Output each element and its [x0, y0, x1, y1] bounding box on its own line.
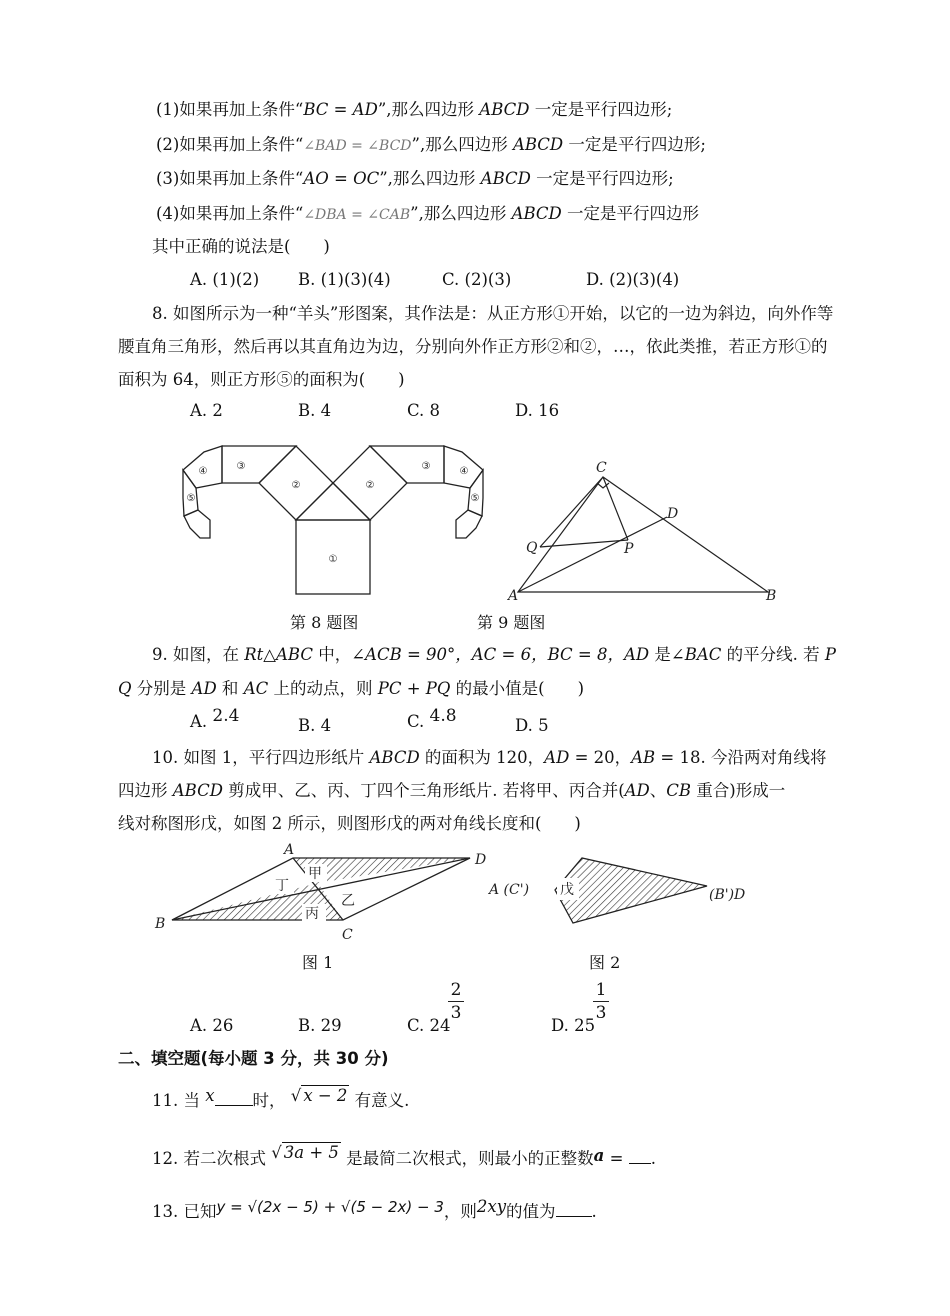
q10-line-2: 四边形 ABCD 剪成甲、乙、丙、丁四个三角形纸片. 若将甲、丙合并(AD、CB 重合)形成一	[118, 781, 786, 800]
q9-option-c[interactable]: C. 4.8	[407, 706, 457, 731]
label-b1: B	[155, 916, 166, 932]
label-c: C	[596, 460, 607, 476]
q10-option-a[interactable]: A. 26	[190, 1016, 234, 1035]
q12: 12. 若二次根式 √ 3a + 5 是最简二次根式，则最小的正整数a = .	[152, 1143, 656, 1168]
q8-caption: 第 8 题图	[290, 613, 359, 632]
square-3-left	[222, 446, 296, 483]
q7-option-d[interactable]: D. (2)(3)(4)	[586, 270, 680, 289]
q10-option-d[interactable]: D. 25	[551, 1016, 596, 1035]
label-4a: ④	[198, 466, 208, 477]
label-d: D	[667, 506, 679, 522]
label-yi: 乙	[341, 893, 355, 909]
label-1: ①	[328, 554, 338, 565]
label-a1: A	[284, 842, 295, 858]
label-3b: ③	[421, 461, 431, 472]
q7-ask: 其中正确的说法是( )	[152, 237, 330, 256]
label-4b: ④	[459, 466, 469, 477]
label-bd: (B')D	[709, 887, 746, 903]
q8-option-b[interactable]: B. 4	[298, 401, 332, 420]
tail-right	[456, 510, 482, 538]
q7-option-b[interactable]: B. (1)(3)(4)	[298, 270, 391, 289]
q8-option-a[interactable]: A. 2	[190, 401, 223, 420]
q10-figure-2	[485, 850, 775, 930]
q10-fig1-caption: 图 1	[302, 953, 334, 972]
q10-option-d-fraction: 1 3	[593, 981, 609, 1022]
q10-fig2-caption: 图 2	[589, 953, 621, 972]
q7-option-c[interactable]: C. (2)(3)	[442, 270, 512, 289]
label-3a: ③	[236, 461, 246, 472]
label-bing: 丙	[305, 906, 319, 922]
q9-caption: 第 9 题图	[477, 613, 546, 632]
q9-option-a[interactable]: A. 2.4	[190, 706, 240, 731]
q10-line-3: 线对称图形戊，如图 2 所示，则图形戊的两对角线长度和( )	[118, 814, 581, 833]
q10-figure-1	[150, 838, 500, 948]
q9-option-d[interactable]: D. 5	[515, 716, 549, 735]
section-2-title: 二、填空题(每小题 3 分，共 30 分)	[118, 1049, 389, 1068]
label-a: A	[508, 588, 519, 604]
square-3-right	[370, 446, 444, 483]
label-q: Q	[526, 540, 538, 556]
label-b: B	[766, 588, 777, 604]
q9-line-1: 9. 如图，在 Rt△ABC 中，∠ACB = 90°，AC = 6，BC = 8，AD 是∠BAC 的平分线. 若 P	[152, 645, 836, 664]
q7-option-a[interactable]: A. (1)(2)	[190, 270, 260, 289]
q10-line-1: 10. 如图 1，平行四边形纸片 ABCD 的面积为 120，AD = 20，AB = 18. 今沿两对角线将	[152, 748, 827, 767]
label-p: P	[624, 541, 634, 557]
label-2a: ②	[291, 480, 301, 491]
q8-figure	[170, 438, 500, 603]
q13: 13. 已知y = √(2x − 5) + √(5 − 2x) − 3，则2xy的值为 .	[152, 1197, 597, 1221]
label-ding: 丁	[275, 878, 289, 894]
q8-option-d[interactable]: D. 16	[515, 401, 560, 420]
q10-option-b[interactable]: B. 29	[298, 1016, 342, 1035]
q9-option-b[interactable]: B. 4	[298, 716, 332, 735]
label-5a: ⑤	[186, 493, 196, 504]
q9-figure	[500, 452, 800, 612]
q8-text: 8. 如图所示为一种“羊头”形图案，其作法是：从正方形①开始，以它的一边为斜边，向外作等腰直角三角形，然后再以其直角边为边，分别向外作正方形②和②，…，依此类推，若正方形①的面积为 64，则正方形⑤的面积为( )	[118, 304, 834, 389]
label-ac: A (C')	[489, 882, 530, 898]
label-5b: ⑤	[470, 493, 480, 504]
label-d1: D	[475, 852, 487, 868]
label-c1: C	[342, 927, 353, 943]
q7-statement-4: (4)如果再加上条件“∠DBA = ∠CAB”,那么四边形 ABCD 一定是平行四边形	[156, 204, 700, 223]
label-wu: 戊	[560, 882, 574, 898]
q8-option-c[interactable]: C. 8	[407, 401, 441, 420]
q10-option-c-fraction: 2 3	[448, 981, 464, 1022]
tail-left	[184, 510, 210, 538]
q11: 11. 当 x 时， √ x − 2 有意义.	[152, 1086, 410, 1110]
q7-statement-1: (1)如果再加上条件“BC = AD”,那么四边形 ABCD 一定是平行四边形;	[156, 100, 673, 119]
q9-line-2: Q 分别是 AD 和 AC 上的动点，则 PC + PQ 的最小值是( )	[118, 679, 585, 698]
label-2b: ②	[365, 480, 375, 491]
q7-statement-2: (2)如果再加上条件“∠BAD = ∠BCD”,那么四边形 ABCD 一定是平行四边形;	[156, 135, 706, 154]
triangle-top	[296, 483, 370, 520]
label-jia: 甲	[308, 866, 322, 882]
q7-statement-3: (3)如果再加上条件“AO = OC”,那么四边形 ABCD 一定是平行四边形;	[156, 169, 674, 188]
q10-option-c[interactable]: C. 24	[407, 1016, 451, 1035]
